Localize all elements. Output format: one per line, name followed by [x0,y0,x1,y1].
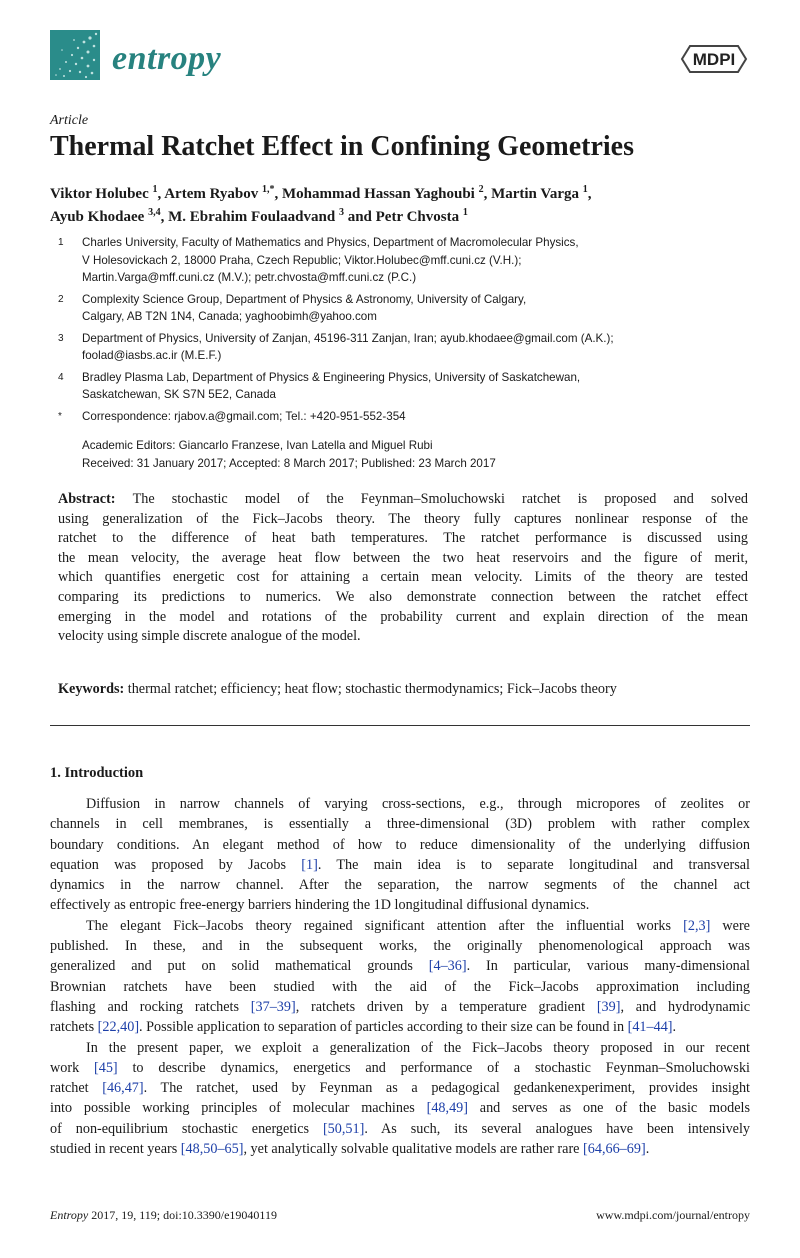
affiliation-line: Martin.Varga@mff.cuni.cz (M.V.); petr.chvosta@mff.cuni.cz (P.C.) [82,271,417,284]
citation-link[interactable]: [45] [94,1059,118,1076]
footer-journal: Entropy [50,1208,89,1222]
abstract-line [58,568,748,588]
author-name: Viktor Holubec [50,186,153,202]
keywords-label: Keywords: [58,681,125,697]
author-name: Martin Varga [491,186,583,202]
body-line [50,956,750,976]
body-line [50,1139,750,1159]
citation-link[interactable]: [4–36] [428,958,467,975]
body-text-run: generalized and put on solid mathematical grounds [50,958,429,975]
body-text-run: . The ratchet, used by Feynman as a pedagogical gedankenexperiment, provides insight [143,1080,750,1097]
body-text-run: . As such, its several analogues have been intensively [364,1120,750,1137]
body-text-run: Brownian ratchets have been studied with the aid of the Fick–Jacobs approximation including [50,978,750,995]
author-affiliation-mark: 3 [338,207,344,218]
affiliation-text [82,234,579,287]
abstract-text: emerging in the model and rotations of the probability current and explain direction of the mean [58,608,748,625]
affiliation-line: foolad@iasbs.ac.ir (M.E.F.) [82,349,222,362]
affiliation-text [82,369,580,404]
author-separator: and [343,209,376,225]
body-text-run: . The main idea is to separate longitudinal and transversal [317,856,750,873]
citation-link[interactable]: [37–39] [250,998,296,1015]
body-text-run: studied in recent years [50,1141,181,1158]
footer-citation-text: 2017, 19, 119; doi:10.3390/e19040119 [88,1208,277,1222]
body-line [50,875,750,895]
keywords [58,681,617,698]
abstract-line [58,549,748,569]
article-type: Article [50,113,89,128]
body-line [50,1119,750,1139]
affiliation-line: V Holesovickach 2, 18000 Praha, Czech Republic; Viktor.Holubec@mff.cuni.cz (V.H.); [82,253,522,267]
citation-link[interactable]: [46,47] [102,1080,144,1097]
affiliation-line: Department of Physics, University of Zanjan, 45196-311 Zanjan, Iran; ayub.khodaee@gmail.com (A.K.); [82,331,614,345]
author-separator: , [587,186,592,202]
body-text-run: were [710,917,750,934]
author-affiliation-mark: 1 [582,184,588,195]
publisher-logo-text: MDPI [692,50,736,69]
author-name: Artem Ryabov [164,186,262,202]
abstract-line [58,490,748,510]
body-line [50,895,750,915]
author-name: Mohammad Hassan Yaghoubi [282,186,479,202]
affiliation-line: Bradley Plasma Lab, Department of Physics & Engineering Physics, University of Saskatchewan, [82,370,581,384]
body-text-run: and serves as one of the basic models [467,1100,750,1117]
body-text [50,794,750,1159]
affiliation-item [58,408,758,426]
body-text-run: into possible working principles of molecular machines [50,1100,427,1117]
body-text-run: , yet analytically solvable qualitative models are rather rare [243,1141,584,1158]
body-text-run: , ratchets driven by a temperature gradient [295,998,597,1015]
citation-link[interactable]: [22,40] [97,1019,140,1036]
body-text-run: . [672,1019,677,1036]
affiliation-line: Charles University, Faculty of Mathematics and Physics, Department of Macromolecular Physics, [82,236,579,249]
citation-link[interactable]: [48,50–65] [180,1141,244,1158]
body-text-run: . In particular, various many-dimensional [466,958,750,975]
body-text-run: to describe dynamics, energetics and performance of a stochastic Feynman–Smoluchowski [117,1059,750,1076]
author-name: Petr Chvosta [375,209,463,225]
body-text-run: flashing and rocking ratchets [50,998,251,1015]
academic-editors: Academic Editors: Giancarlo Franzese, Ivan Latella and Miguel Rubi [82,439,433,452]
publication-dates: Received: 31 January 2017; Accepted: 8 March 2017; Published: 23 March 2017 [82,457,496,470]
section-divider [50,725,750,726]
citation-link[interactable]: [48,49] [426,1100,468,1117]
abstract-text: which quantifies energetic cost for attaining a certain mean velocity. Limits of the theory are tested [58,569,748,586]
body-text-run: ratchets [50,1019,98,1036]
author-name: Ayub Khodaee [50,209,149,225]
affiliation-item [58,369,758,404]
abstract-text: The stochastic model of the Feynman–Smoluchowski ratchet is proposed and solved [132,491,748,507]
author-separator: , [274,186,282,202]
abstract-text: ratchet to the difference of heat bath temperatures. The ratchet performance is discussed using [58,530,748,547]
body-line [50,1038,750,1058]
affiliation-number: * [58,410,62,422]
affiliation-text [82,408,406,426]
citation-link[interactable]: [64,66–69] [583,1141,646,1158]
abstract-text: velocity using simple discrete analogue of the model. [58,628,361,645]
body-text-run: channels in cell membranes, is essentially a three-dimensional (3D) problem with rather complex [50,816,750,833]
affiliation-line: Saskatchewan, SK S7N 5E2, Canada [82,388,276,401]
body-text-run: equation was proposed by Jacobs [50,856,302,873]
affiliation-number: 3 [58,332,64,344]
author-line [50,183,592,206]
abstract-line [58,608,748,628]
footer-url[interactable]: www.mdpi.com/journal/entropy [596,1208,750,1222]
author-affiliation-mark: 1 [152,184,158,195]
author-line [50,206,592,229]
body-line [50,814,750,834]
body-text-run: boundary conditions. An elegant method of how to reduce dimensionality of the underlying diffusion [50,836,750,853]
abstract-line [58,588,748,608]
body-text-run: Diffusion in narrow channels of varying cross-sections, e.g., through micropores of zeolites or [86,796,750,812]
citation-link[interactable]: [2,3] [683,917,711,934]
abstract-line [58,510,748,530]
footer-citation [50,1208,277,1223]
affiliation-number: 2 [58,293,64,305]
body-line [50,855,750,875]
citation-link[interactable]: [41–44] [627,1019,673,1036]
body-text-run: ratchet [50,1080,103,1097]
affiliation-number: 4 [58,371,64,383]
affiliation-text [82,291,526,326]
author-separator: , [483,186,492,202]
abstract-text: using generalization of the Fick–Jacobs theory. The theory fully captures nonlinear response of the [58,510,748,527]
affiliation-line: Calgary, AB T2N 1N4, Canada; yaghoobimh@yahoo.com [82,310,377,323]
body-line [50,1078,750,1098]
body-text-run: effectively as entropic free-energy barriers hindering the 1D longitudinal diffusional dynamics. [50,897,590,914]
citation-link[interactable]: [39] [596,998,621,1015]
body-text-run: published. In these, and in the subsequent works, the originally phenomenological approach was [50,938,750,955]
body-line [50,794,750,814]
body-line [50,936,750,956]
body-line [50,997,750,1017]
body-line [50,835,750,855]
author-name: M. Ebrahim Foulaadvand [168,209,339,225]
affiliation-text [82,330,614,365]
affiliation-item [58,330,758,365]
editorial-info [82,437,496,473]
body-line [50,977,750,997]
body-line [50,1058,750,1078]
affiliation-item [58,291,758,326]
affiliations [58,234,758,429]
author-separator: , [157,186,165,202]
journal-name: entropy [112,40,222,77]
abstract-text: comparing its predictions to numerics. We also demonstrate connection between the ratchet effect [58,588,748,605]
body-text-run: , and hydrodynamic [620,998,751,1015]
author-affiliation-mark: 1,* [262,184,275,195]
paper-title: Thermal Ratchet Effect in Confining Geometries [50,131,634,162]
body-text-run: . [645,1141,650,1158]
section-heading: 1. Introduction [50,765,144,781]
author-separator: , [160,209,169,225]
body-line [50,1017,750,1037]
journal-logo-icon [50,30,100,80]
abstract [58,490,748,647]
affiliation-item [58,234,758,287]
abstract-line [58,529,748,549]
abstract-line [58,627,748,647]
author-affiliation-mark: 3,4 [148,207,161,218]
author-affiliation-mark: 1 [462,207,468,218]
body-text-run: . Possible application to separation of particles according to their size can be found in [139,1019,628,1036]
body-text-run: of non-equilibrium stochastic energetics [50,1120,323,1137]
citation-link[interactable]: [1] [301,856,318,873]
body-text-run: The elegant Fick–Jacobs theory regained significant attention after the influential works [86,917,684,934]
affiliation-number: 1 [58,237,64,248]
author-affiliation-mark: 2 [478,184,484,195]
body-text-run: work [50,1059,94,1076]
body-text-run: In the present paper, we exploit a generalization of the Fick–Jacobs theory proposed in our recent [86,1039,750,1056]
author-list [50,183,592,229]
abstract-label: Abstract: [58,491,133,507]
abstract-text: the mean velocity, the average heat flow between the two heat reservoirs and the figure of merit, [58,549,748,566]
citation-link[interactable]: [50,51] [322,1120,365,1137]
keywords-text: thermal ratchet; efficiency; heat flow; stochastic thermodynamics; Fick–Jacobs theory [127,681,617,697]
affiliation-line: Complexity Science Group, Department of Physics & Astronomy, University of Calgary, [82,292,527,306]
body-line [50,916,750,936]
body-line [50,1098,750,1118]
body-text-run: dynamics in the narrow channel. After the separation, the narrow segments of the channel act [50,877,750,894]
affiliation-line: Correspondence: rjabov.a@gmail.com; Tel.: +420-951-552-354 [82,409,406,423]
